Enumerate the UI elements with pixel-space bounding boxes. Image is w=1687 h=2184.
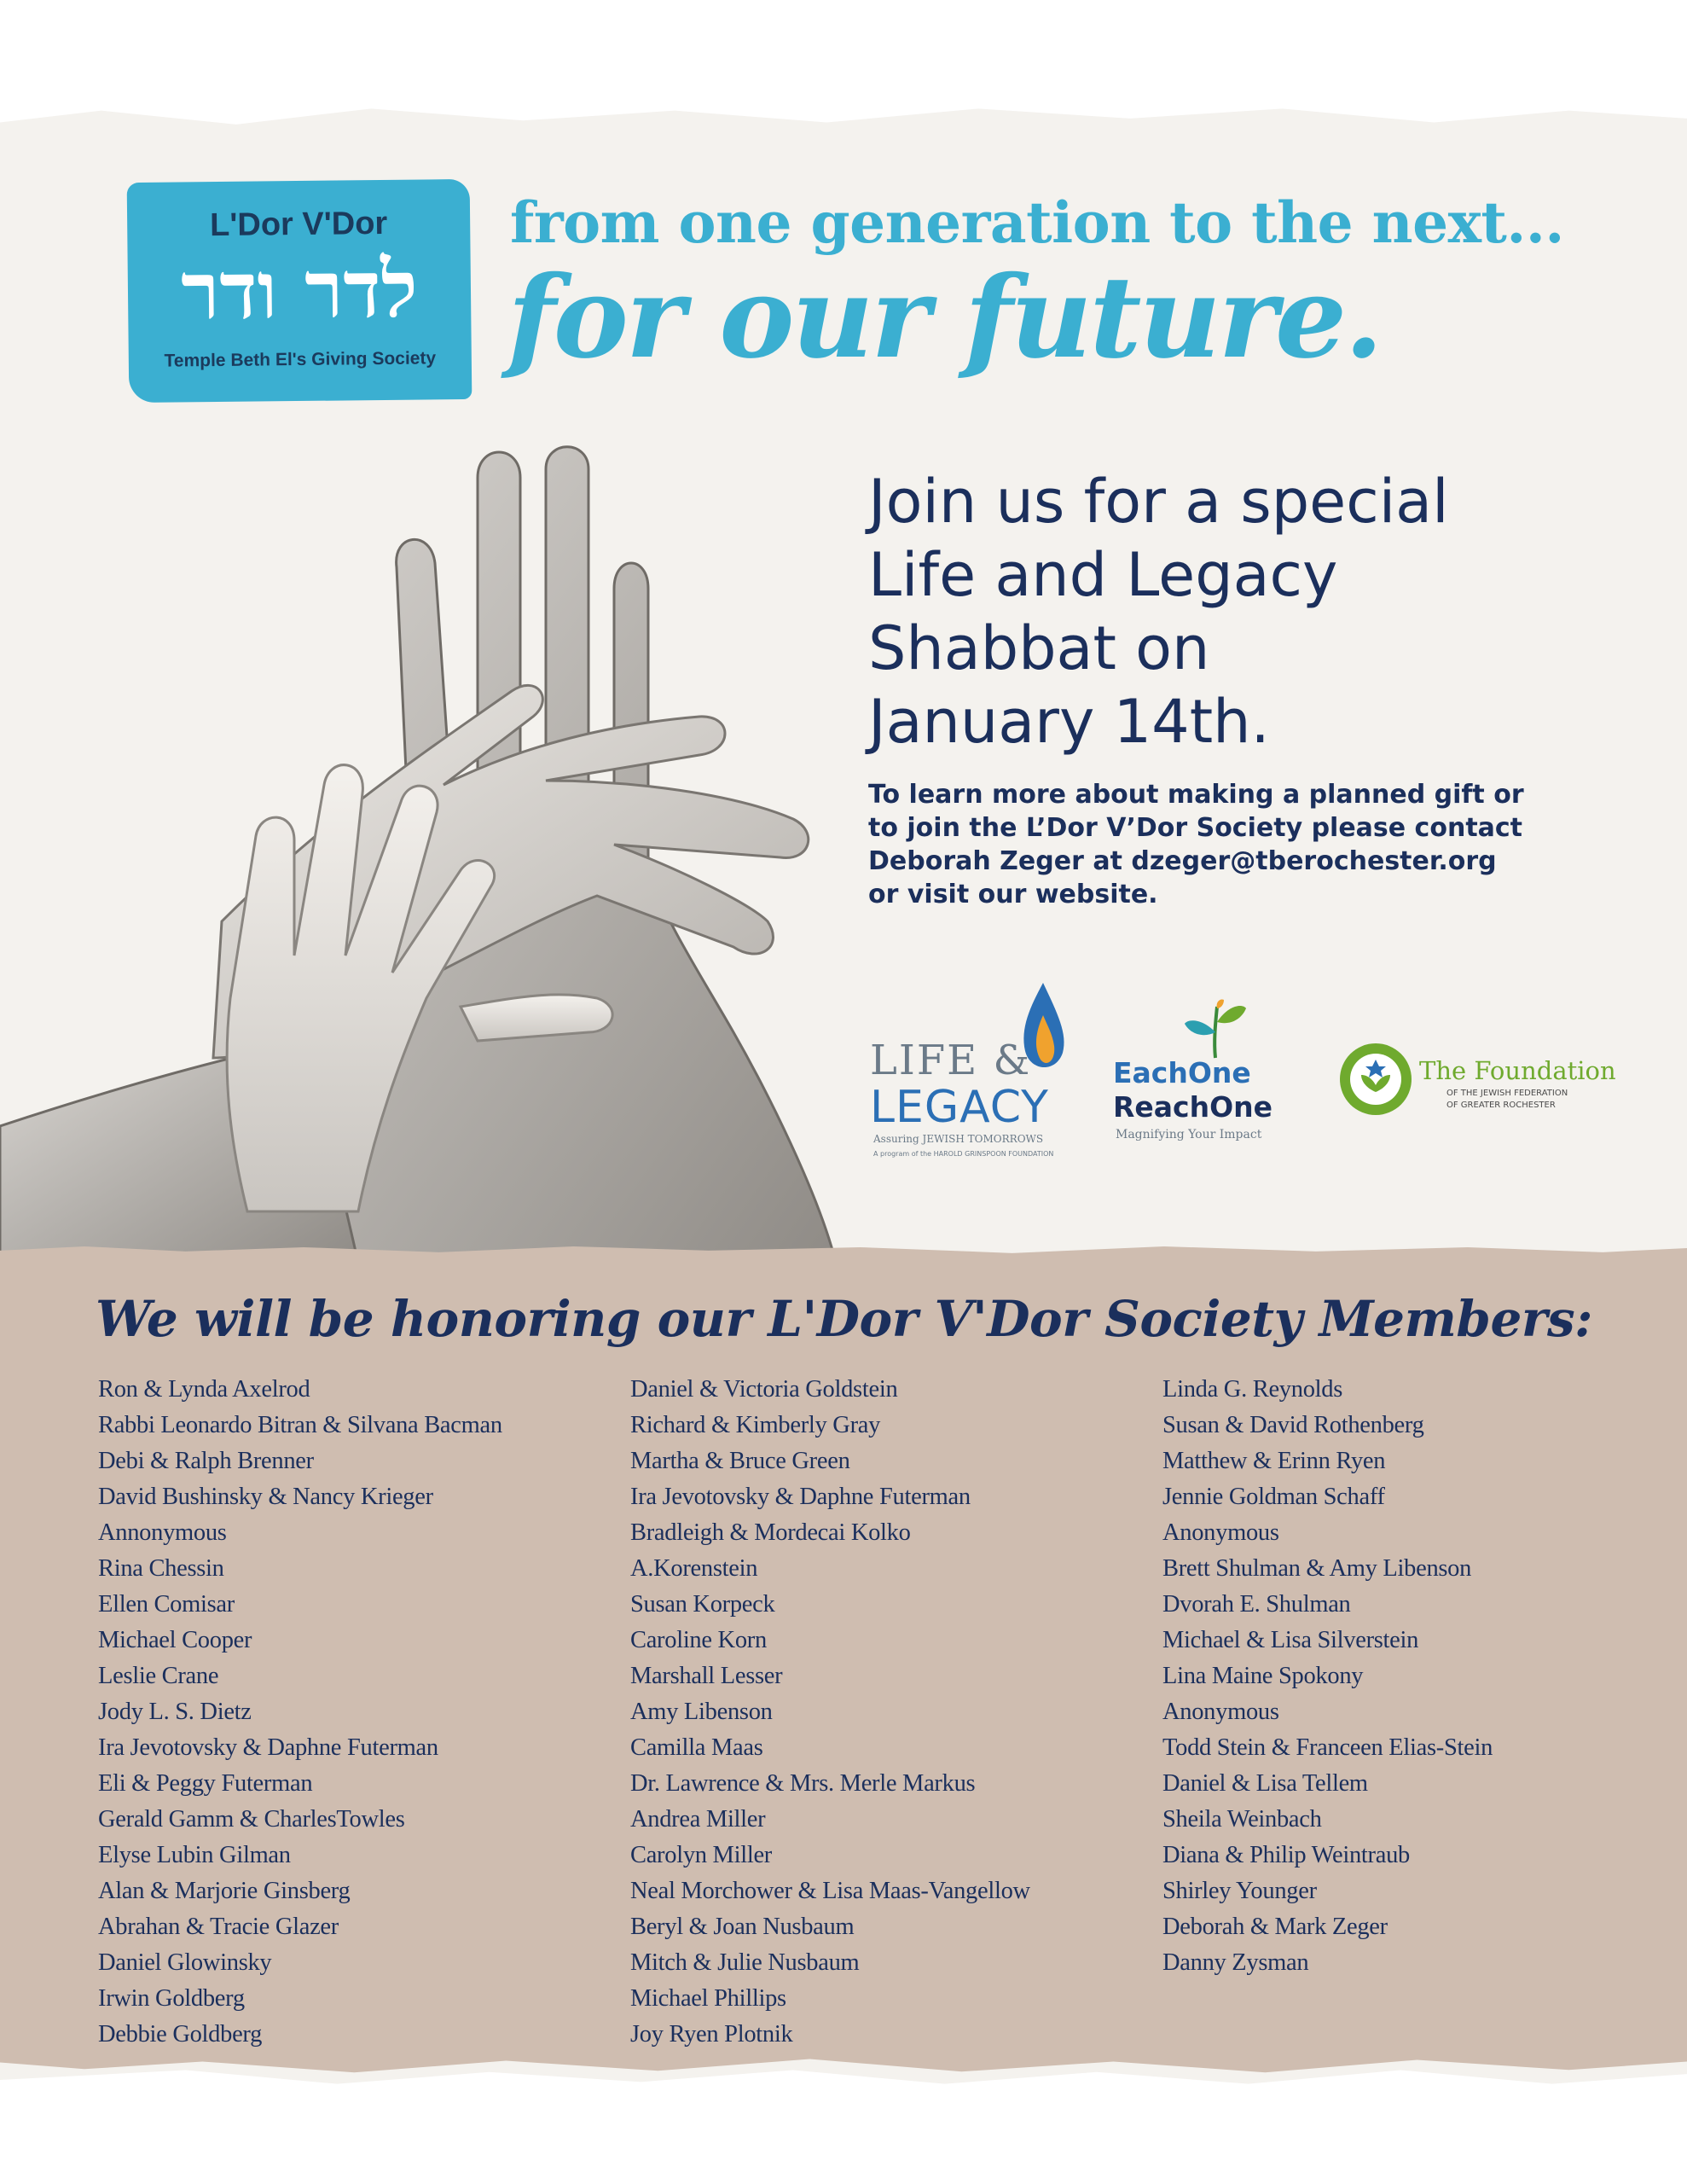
life-legacy-program: A program of the HAROLD GRINSPOON FOUNDATION	[873, 1150, 1054, 1158]
members-heading: We will be honoring our L'Dor V'Dor Society Members:	[96, 1290, 1593, 1348]
invitation-text	[868, 465, 1602, 758]
member-name: Susan & David Rothenberg	[1162, 1412, 1424, 1438]
member-name: Diana & Philip Weintraub	[1162, 1842, 1410, 1868]
each-one-reach-one-logo	[1113, 998, 1292, 1152]
members-column-1	[98, 1372, 601, 2053]
member-name: Alan & Marjorie Ginsberg	[98, 1878, 351, 1904]
member-name: Dvorah E. Shulman	[1162, 1591, 1351, 1618]
member-name: Beryl & Joan Nusbaum	[630, 1914, 855, 1940]
member-name: Lina Maine Spokony	[1162, 1663, 1364, 1689]
member-name: Richard & Kimberly Gray	[630, 1412, 881, 1438]
member-name: Dr. Lawrence & Mrs. Merle Markus	[630, 1770, 976, 1797]
life-legacy-line2: LEGACY	[870, 1082, 1049, 1133]
ldor-vdor-logo	[127, 179, 472, 403]
member-name: Elyse Lubin Gilman	[98, 1842, 291, 1868]
member-name: Deborah & Mark Zeger	[1162, 1914, 1388, 1940]
contact-line: To learn more about making a planned gift or	[868, 780, 1524, 810]
member-name: Martha & Bruce Green	[630, 1448, 850, 1474]
member-name: Linda G. Reynolds	[1162, 1376, 1343, 1403]
member-name: Daniel & Victoria Goldstein	[630, 1376, 898, 1403]
each-one-tagline: Magnifying Your Impact	[1116, 1128, 1262, 1141]
member-name: Rabbi Leonardo Bitran & Silvana Bacman	[98, 1412, 502, 1438]
member-name: Abrahan & Tracie Glazer	[98, 1914, 339, 1940]
member-name: Shirley Younger	[1162, 1878, 1317, 1904]
foundation-logo	[1337, 1041, 1619, 1126]
tagline-line1: from one generation to the next...	[510, 189, 1564, 256]
member-name: Mitch & Julie Nusbaum	[630, 1949, 860, 1976]
member-name: Andrea Miller	[630, 1806, 766, 1833]
member-name: Camilla Maas	[630, 1734, 763, 1761]
foundation-title: The Foundation	[1419, 1056, 1616, 1085]
member-name: Jody L. S. Dietz	[98, 1699, 252, 1725]
member-name: Joy Ryen Plotnik	[630, 2021, 793, 2048]
members-column-3	[1162, 1372, 1666, 1981]
contact-info	[868, 778, 1619, 911]
member-name: Michael & Lisa Silverstein	[1162, 1627, 1419, 1653]
foundation-sub1: OF THE JEWISH FEDERATION	[1446, 1089, 1568, 1098]
invitation-line: Shabbat on	[868, 613, 1210, 683]
member-name: Daniel & Lisa Tellem	[1162, 1770, 1368, 1797]
member-name: Debi & Ralph Brenner	[98, 1448, 314, 1474]
member-name: Debbie Goldberg	[98, 2021, 263, 2048]
member-name: Ellen Comisar	[98, 1591, 235, 1618]
foundation-emblem-icon	[1337, 1041, 1414, 1118]
member-name: Ira Jevotovsky & Daphne Futerman	[98, 1734, 438, 1761]
member-name: A.Korenstein	[630, 1555, 758, 1582]
member-name: Caroline Korn	[630, 1627, 767, 1653]
member-name: Michael Cooper	[98, 1627, 252, 1653]
member-name: Irwin Goldberg	[98, 1985, 245, 2012]
invitation-line: Life and Legacy	[868, 540, 1338, 610]
stacked-hands-photo	[0, 444, 904, 1263]
member-name: Rina Chessin	[98, 1555, 224, 1582]
contact-line: or visit our website.	[868, 880, 1158, 909]
each-one-line1: EachOne	[1113, 1056, 1251, 1089]
life-legacy-line1: LIFE &	[870, 1037, 1032, 1084]
member-name: Leslie Crane	[98, 1663, 219, 1689]
member-name: Jennie Goldman Schaff	[1162, 1484, 1385, 1510]
member-name: Bradleigh & Mordecai Kolko	[630, 1519, 911, 1546]
member-name: Brett Shulman & Amy Libenson	[1162, 1555, 1472, 1582]
member-name: Sheila Weinbach	[1162, 1806, 1322, 1833]
life-legacy-tagline: Assuring JEWISH TOMORROWS	[873, 1133, 1044, 1145]
member-name: Eli & Peggy Futerman	[98, 1770, 313, 1797]
each-one-line2: ReachOne	[1113, 1090, 1273, 1124]
member-name: Susan Korpeck	[630, 1591, 775, 1618]
member-name: Matthew & Erinn Ryen	[1162, 1448, 1386, 1474]
member-name: Anonymous	[1162, 1699, 1279, 1725]
logo-hebrew: לדר ודר	[180, 242, 419, 338]
contact-line: to join the L’Dor V’Dor Society please contact	[868, 813, 1523, 843]
member-name: Michael Phillips	[630, 1985, 786, 2012]
leaf-icon	[1181, 998, 1249, 1062]
logo-title: L'Dor V'Dor	[209, 205, 388, 244]
invitation-line: Join us for a special	[868, 467, 1449, 537]
member-name: Danny Zysman	[1162, 1949, 1309, 1976]
member-name: David Bushinsky & Nancy Krieger	[98, 1484, 433, 1510]
life-legacy-logo	[870, 981, 1083, 1177]
member-name: Annonymous	[98, 1519, 227, 1546]
member-name: Anonymous	[1162, 1519, 1279, 1546]
member-name: Daniel Glowinsky	[98, 1949, 272, 1976]
tagline-line2: for our future.	[507, 252, 1382, 384]
member-name: Amy Libenson	[630, 1699, 773, 1725]
member-name: Ron & Lynda Axelrod	[98, 1376, 310, 1403]
member-name: Todd Stein & Franceen Elias-Stein	[1162, 1734, 1493, 1761]
member-name: Neal Morchower & Lisa Maas-Vangellow	[630, 1878, 1030, 1904]
invitation-line: January 14th.	[868, 687, 1270, 757]
member-name: Ira Jevotovsky & Daphne Futerman	[630, 1484, 971, 1510]
member-name: Gerald Gamm & CharlesTowles	[98, 1806, 405, 1833]
contact-line[interactable]: Deborah Zeger at dzeger@tberochester.org	[868, 846, 1497, 876]
logo-subtitle: Temple Beth El's Giving Society	[164, 348, 437, 371]
member-name: Marshall Lesser	[630, 1663, 783, 1689]
foundation-sub2: OF GREATER ROCHESTER	[1446, 1101, 1556, 1110]
member-name: Carolyn Miller	[630, 1842, 772, 1868]
members-column-2	[630, 1372, 1133, 2053]
